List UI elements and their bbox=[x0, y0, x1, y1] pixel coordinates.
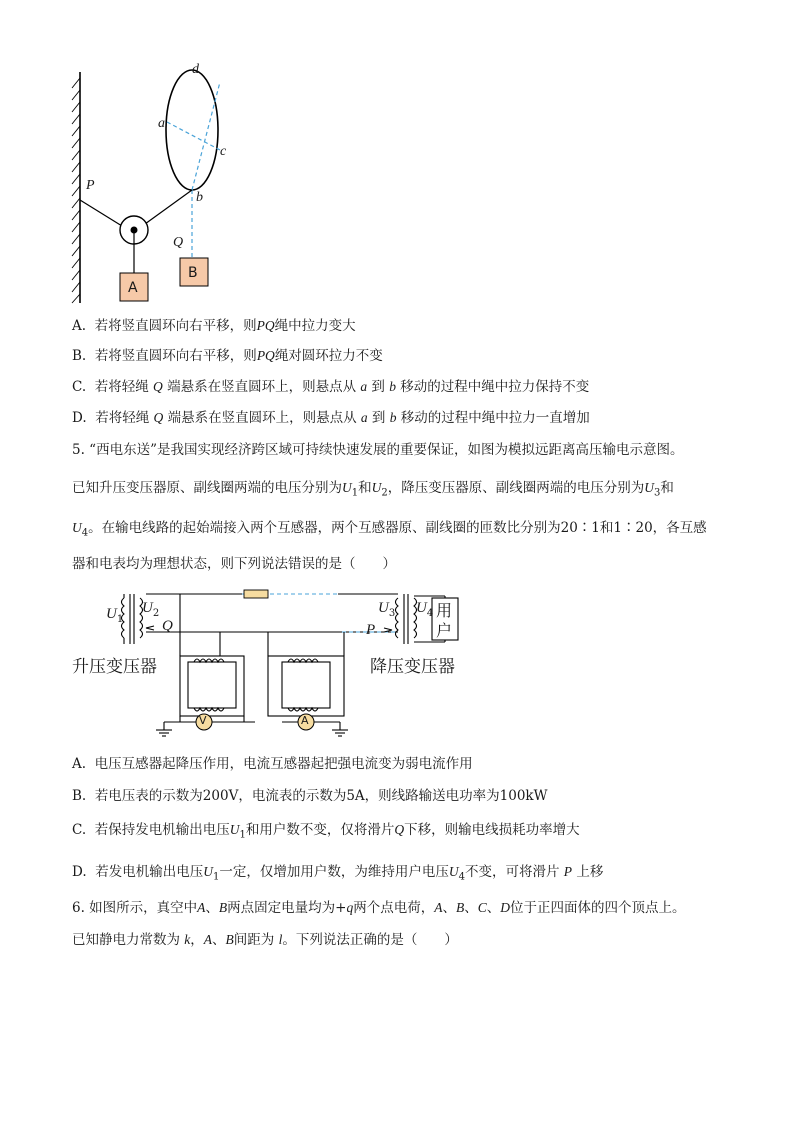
label-d: d bbox=[192, 62, 199, 77]
label-U2: $U_2$ bbox=[142, 600, 160, 619]
q5-stem-line1: 5. “西电东送”是我国实现经济跨区域可持续快速发展的重要保证，如图为模拟远距离高压输电示意图。 bbox=[72, 442, 684, 458]
figure-transmission-circuit bbox=[70, 584, 470, 744]
user-label-bottom: 户 bbox=[436, 621, 453, 640]
q5-option-b: B. 若电压表的示数为200V，电流表的示数为5A，则线路输送电功率为100kW bbox=[72, 788, 548, 804]
q6-stem-line2: 已知静电力常数为 k，A、B间距为 l。下列说法正确的是（ ） bbox=[72, 932, 458, 948]
q4-option-a: A. 若将竖直圆环向右平移，则PQ绳中拉力变大 bbox=[72, 318, 356, 334]
label-Q: Q bbox=[173, 235, 184, 250]
label-U3: $U_3$ bbox=[378, 600, 396, 619]
q4-option-d: D. 若将轻绳 Q 端悬系在竖直圆环上，则悬点从 a 到 b 移动的过程中绳中拉力一直增加 bbox=[72, 410, 590, 426]
step-up-label: 升压变压器 bbox=[72, 657, 157, 677]
block-A-label: A bbox=[128, 280, 138, 296]
q5-stem-line4: 器和电表均为理想状态，则下列说法错误的是（ ） bbox=[72, 556, 396, 572]
q5-stem-line2: 已知升压变压器原、副线圈两端的电压分别为$U_1$和$U_2$，降压变压器原、副线圈两端的电压分别为$U_3$和 bbox=[72, 480, 674, 499]
q4-option-c: C. 若将轻绳 Q 端悬系在竖直圆环上，则悬点从 a 到 b 移动的过程中绳中拉力保持不变 bbox=[72, 379, 590, 395]
label-c: c bbox=[220, 144, 227, 159]
label-a: a bbox=[158, 116, 165, 131]
label-Q: Q bbox=[162, 618, 173, 634]
voltmeter-label: V bbox=[199, 714, 207, 727]
step-down-label: 降压变压器 bbox=[370, 657, 455, 677]
label-P: P bbox=[366, 622, 376, 638]
label-U4: $U_4$ bbox=[416, 600, 434, 619]
label-b: b bbox=[196, 190, 203, 205]
ammeter-label: A bbox=[301, 714, 309, 727]
q5-option-a: A. 电压互感器起降压作用，电流互感器起把强电流变为弱电流作用 bbox=[72, 756, 473, 772]
q5-option-d: D. 若发电机输出电压$U_1$一定，仅增加用户数，为维持用户电压$U_4$不变，可将滑片 P 上移 bbox=[72, 864, 604, 883]
user-label-top: 用 bbox=[436, 601, 453, 620]
q5-option-c: C. 若保持发电机输出电压$U_1$和用户数不变，仅将滑片Q下移，则输电线损耗功率增大 bbox=[72, 822, 580, 841]
q6-stem-line1: 6. 如图所示，真空中A、B两点固定电量均为+q两个点电荷，A、B、C、D位于正四面体的四个顶点上。 bbox=[72, 900, 686, 916]
label-P: P bbox=[86, 178, 95, 193]
block-B-label: B bbox=[188, 265, 198, 281]
q4-option-b: B. 若将竖直圆环向右平移，则PQ绳对圆环拉力不变 bbox=[72, 348, 383, 364]
q5-stem-line3: $U_4$。在输电线路的起始端接入两个互感器，两个互感器原、副线圈的匝数比分别为20∶1和1∶20，各互感 bbox=[72, 520, 707, 539]
label-U1: $U_1$ bbox=[106, 606, 124, 625]
figure-pulley-ring bbox=[60, 60, 260, 310]
